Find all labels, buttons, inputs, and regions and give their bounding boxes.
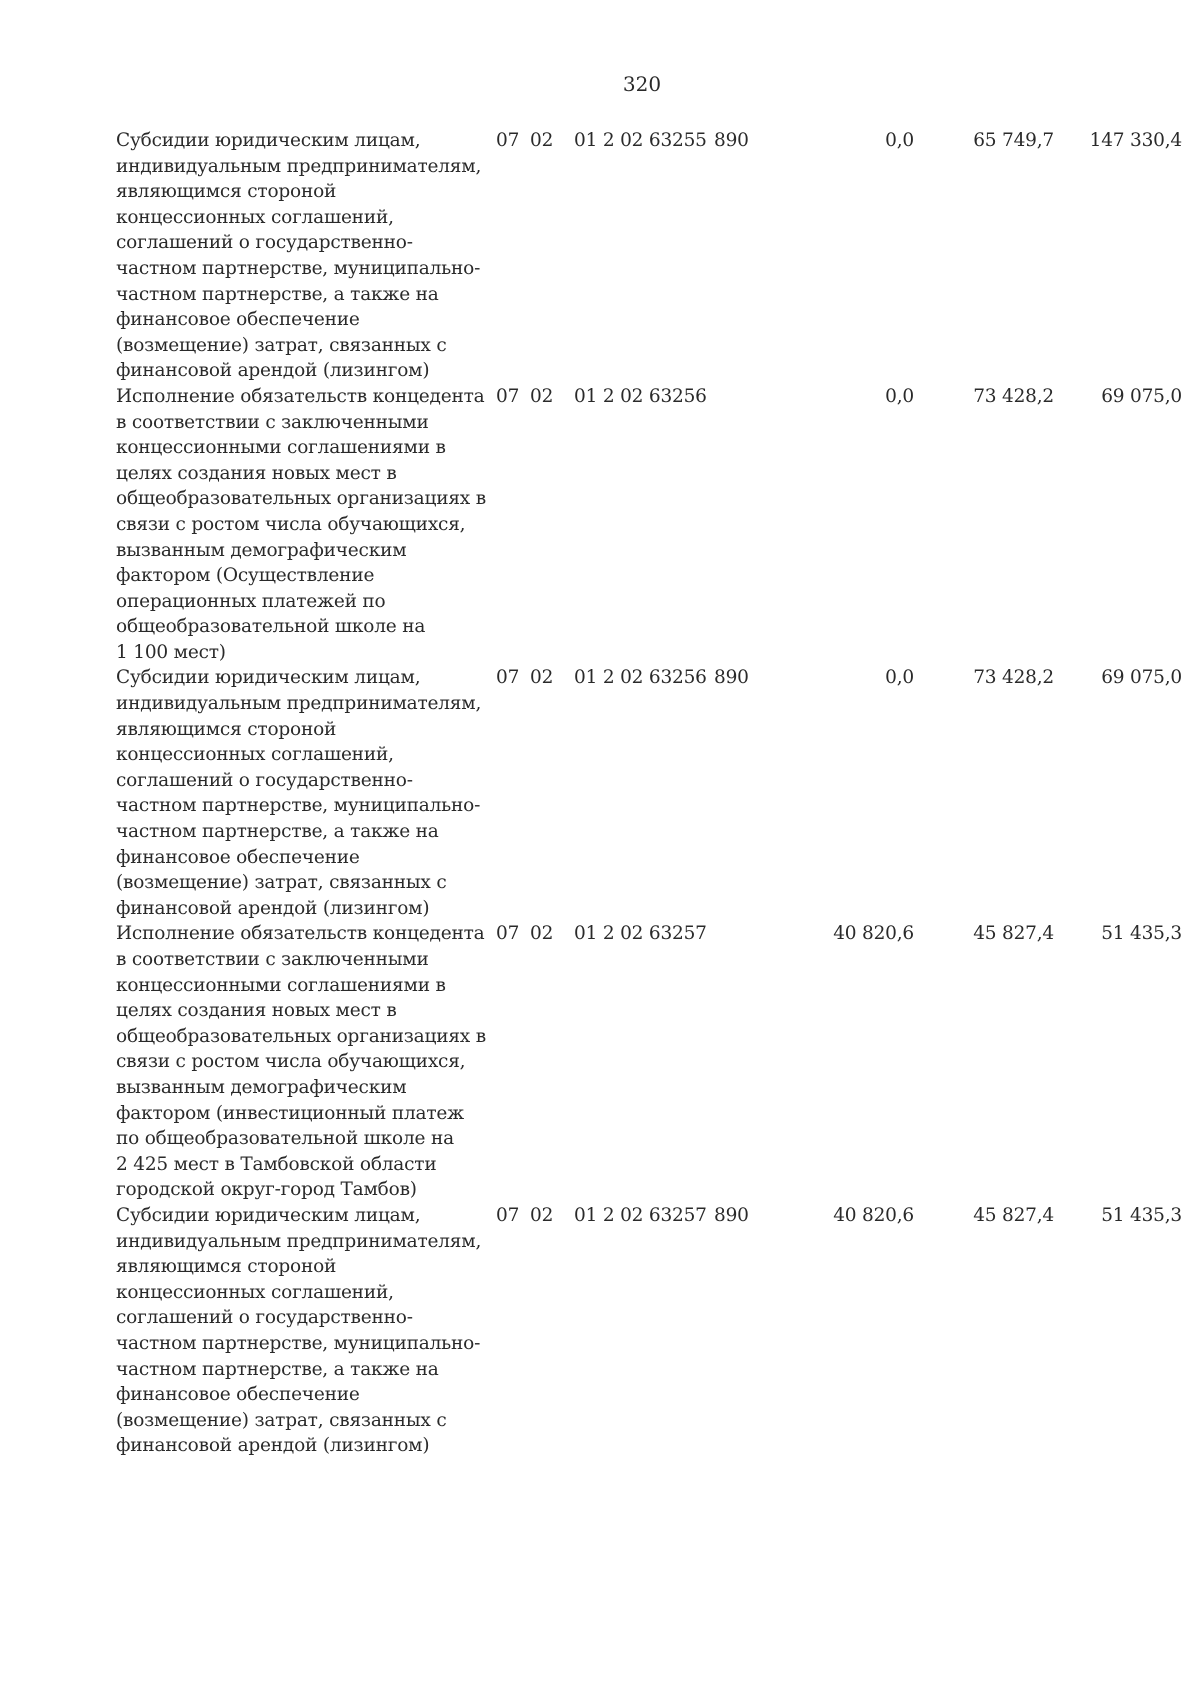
row-description: Субсидии юридическим лицам, индивидуальным предпринимателям, являющимся стороной концессионных соглашений, соглашений о государственно- частном партнерстве, муниципально- частном партнерстве, а также на финансовое обеспечение (возмещение) затрат, связанных с финансовой арендой (лизингом) — [116, 667, 482, 919]
row-expense-type: 890 — [714, 130, 749, 151]
table-row — [116, 1203, 1180, 1459]
table-row — [116, 921, 1180, 1203]
row-target-article: 01 2 02 63257 — [574, 1204, 707, 1226]
row-sum-year-2: 73 428,2 — [973, 385, 1054, 407]
row-razdel: 07 — [496, 385, 520, 407]
row-podrazdel: 02 — [530, 1204, 554, 1226]
row-sum-year-2: 45 827,4 — [973, 1204, 1054, 1226]
row-sum-year-2: 73 428,2 — [973, 667, 1054, 689]
row-razdel: 07 — [496, 130, 520, 151]
row-target-article: 01 2 02 63256 — [574, 385, 707, 407]
row-sum-year-1: 0,0 — [885, 385, 914, 407]
budget-table — [116, 128, 1180, 1459]
row-podrazdel: 02 — [530, 385, 554, 407]
row-sum-year-1: 0,0 — [885, 130, 914, 151]
row-podrazdel: 02 — [530, 130, 554, 151]
row-expense-type: 890 — [714, 1204, 749, 1226]
row-sum-year-3: 69 075,0 — [1101, 385, 1182, 407]
row-sum-year-1: 40 820,6 — [833, 923, 914, 945]
row-sum-year-3: 51 435,3 — [1101, 1204, 1182, 1226]
row-razdel: 07 — [496, 667, 520, 689]
table-row — [116, 128, 1180, 384]
row-sum-year-2: 45 827,4 — [973, 923, 1054, 945]
row-podrazdel: 02 — [530, 923, 554, 945]
row-description: Субсидии юридическим лицам, индивидуальным предпринимателям, являющимся стороной концессионных соглашений, соглашений о государственно- частном партнерстве, муниципально- частном партнерстве, а также на финансовое обеспечение (возмещение) затрат, связанных с финансовой арендой (лизингом) — [116, 130, 482, 382]
row-sum-year-3: 51 435,3 — [1101, 923, 1182, 945]
table-row — [116, 665, 1180, 921]
row-sum-year-3: 69 075,0 — [1101, 667, 1182, 689]
row-description: Субсидии юридическим лицам, индивидуальным предпринимателям, являющимся стороной концессионных соглашений, соглашений о государственно- частном партнерстве, муниципально- частном партнерстве, а также на финансовое обеспечение (возмещение) затрат, связанных с финансовой арендой (лизингом) — [116, 1204, 482, 1457]
row-target-article: 01 2 02 63257 — [574, 923, 707, 945]
row-sum-year-1: 40 820,6 — [833, 1204, 914, 1226]
row-sum-year-3: 147 330,4 — [1089, 130, 1182, 151]
row-podrazdel: 02 — [530, 667, 554, 689]
table-row — [116, 384, 1180, 666]
row-razdel: 07 — [496, 1204, 520, 1226]
row-sum-year-2: 65 749,7 — [973, 130, 1054, 151]
row-description: Исполнение обязательств концедента в соответствии с заключенными концессионными соглашениями в целях создания новых мест в общеобразовательных организациях в связи с ростом числа обучающихся, вызванным демографическим фактором (Осуществление операционных платежей по общеобразовательной школе на 1 100 мест) — [116, 385, 486, 663]
page-number: 320 — [622, 72, 662, 96]
row-description: Исполнение обязательств концедента в соответствии с заключенными концессионными соглашениями в целях создания новых мест в общеобразовательных организациях в связи с ростом числа обучающихся, вызванным демографическим фактором (инвестиционный платеж по общеобразовательной школе на 2 425 мест в Тамбовской области городской округ-город Тамбов) — [116, 923, 486, 1201]
row-target-article: 01 2 02 63256 — [574, 667, 707, 689]
row-target-article: 01 2 02 63255 — [574, 130, 707, 151]
row-expense-type: 890 — [714, 667, 749, 689]
row-sum-year-1: 0,0 — [885, 667, 914, 689]
row-razdel: 07 — [496, 923, 520, 945]
